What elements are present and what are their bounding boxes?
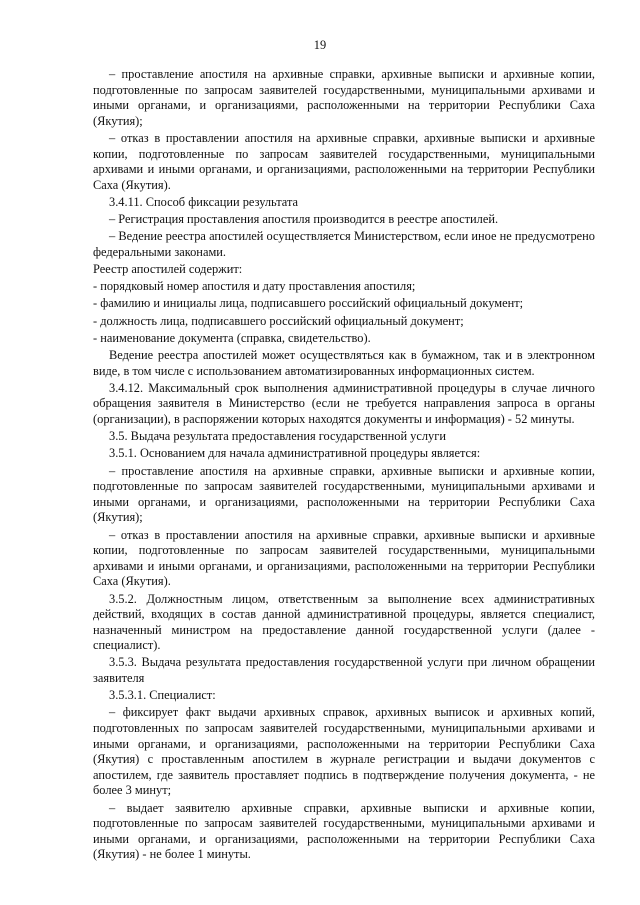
page-number: 19 <box>313 38 327 52</box>
paragraph: – выдает заявителю архивные справки, архивные выписки и архивные копии, подготовленные по запросам заявителей государственными, муниципальными архивами и иными органами, и организациями, расположенными на территории Республики Саха (Якутия) - не более 1 минуты. <box>93 800 595 862</box>
paragraph: 3.5. Выдача результата предоставления государственной услуги <box>109 429 446 444</box>
paragraph: 3.4.12. Максимальный срок выполнения административной процедуры в случае личного обращения заявителя в Министерство (если не требуется направления запроса в органы (организации), в распоряжении которых находятся документы и информация) - 52 минуты. <box>93 380 595 426</box>
paragraph: - должность лица, подписавшего российский официальный документ; <box>93 313 464 328</box>
paragraph: 3.5.2. Должностным лицом, ответственным за выполнение всех административных действий, входящих в состав данной административной процедуры, является специалист, назначенный министром на предоставление данной государственной услуги (далее - специалист). <box>93 591 595 653</box>
paragraph: 3.4.11. Способ фиксации результата <box>109 194 299 209</box>
paragraph: Реестр апостилей содержит: <box>93 262 243 277</box>
paragraph: - порядковый номер апостиля и дату проставления апостиля; <box>93 279 416 294</box>
paragraph: 3.5.3. Выдача результата предоставления государственной услуги при личном обращении заявителя <box>93 655 595 686</box>
paragraph: – Регистрация проставления апостиля производится в реестре апостилей. <box>109 212 499 227</box>
paragraph: – отказ в проставлении апостиля на архивные справки, архивные выписки и архивные копии, подготовленные по запросам заявителей государственными, муниципальными архивами и иными органами, и организациями, расположенными на территории Республики Саха (Якутия). <box>93 527 595 589</box>
paragraph: Ведение реестра апостилей может осуществляться как в бумажном, так и в электронном виде, в том числе с использованием автоматизированных информационных систем. <box>93 348 595 378</box>
paragraph: – отказ в проставлении апостиля на архивные справки, архивные выписки и архивные копии, подготовленные по запросам заявителей государственными, муниципальными архивами и иными органами, и организациями, расположенными на территории Республики Саха (Якутия). <box>93 130 595 192</box>
paragraph: 3.5.3.1. Специалист: <box>109 688 216 703</box>
paragraph: – проставление апостиля на архивные справки, архивные выписки и архивные копии, подготовленные по запросам заявителей государственными, муниципальными архивами и иными органами, и организациями, расположенными на территории Республики Саха (Якутия); <box>93 463 595 525</box>
paragraph: – Ведение реестра апостилей осуществляется Министерством, если иное не предусмотрено федеральными законами. <box>93 229 595 259</box>
paragraph: - наименование документа (справка, свидетельство). <box>93 330 371 345</box>
document-body <box>93 67 595 865</box>
paragraph: – фиксирует факт выдачи архивных справок, архивных выписок и архивных копий, подготовленных по запросам заявителей государственными, муниципальными архивами и иными органами, и организациями, расположенными на территории Республики Саха (Якутия) с проставленным апостилем в журнале регистрации и выдачи документов с апостилем, где заявитель проставляет подпись в подтверждение получения документа, - не более 3 минут; <box>93 705 595 798</box>
paragraph: – проставление апостиля на архивные справки, архивные выписки и архивные копии, подготовленные по запросам заявителей государственными, муниципальными архивами и иными органами, и организациями, расположенными на территории Республики Саха (Якутия); <box>93 67 595 128</box>
paragraph: - фамилию и инициалы лица, подписавшего российский официальный документ; <box>93 296 524 311</box>
paragraph: 3.5.1. Основанием для начала административной процедуры является: <box>109 446 481 461</box>
